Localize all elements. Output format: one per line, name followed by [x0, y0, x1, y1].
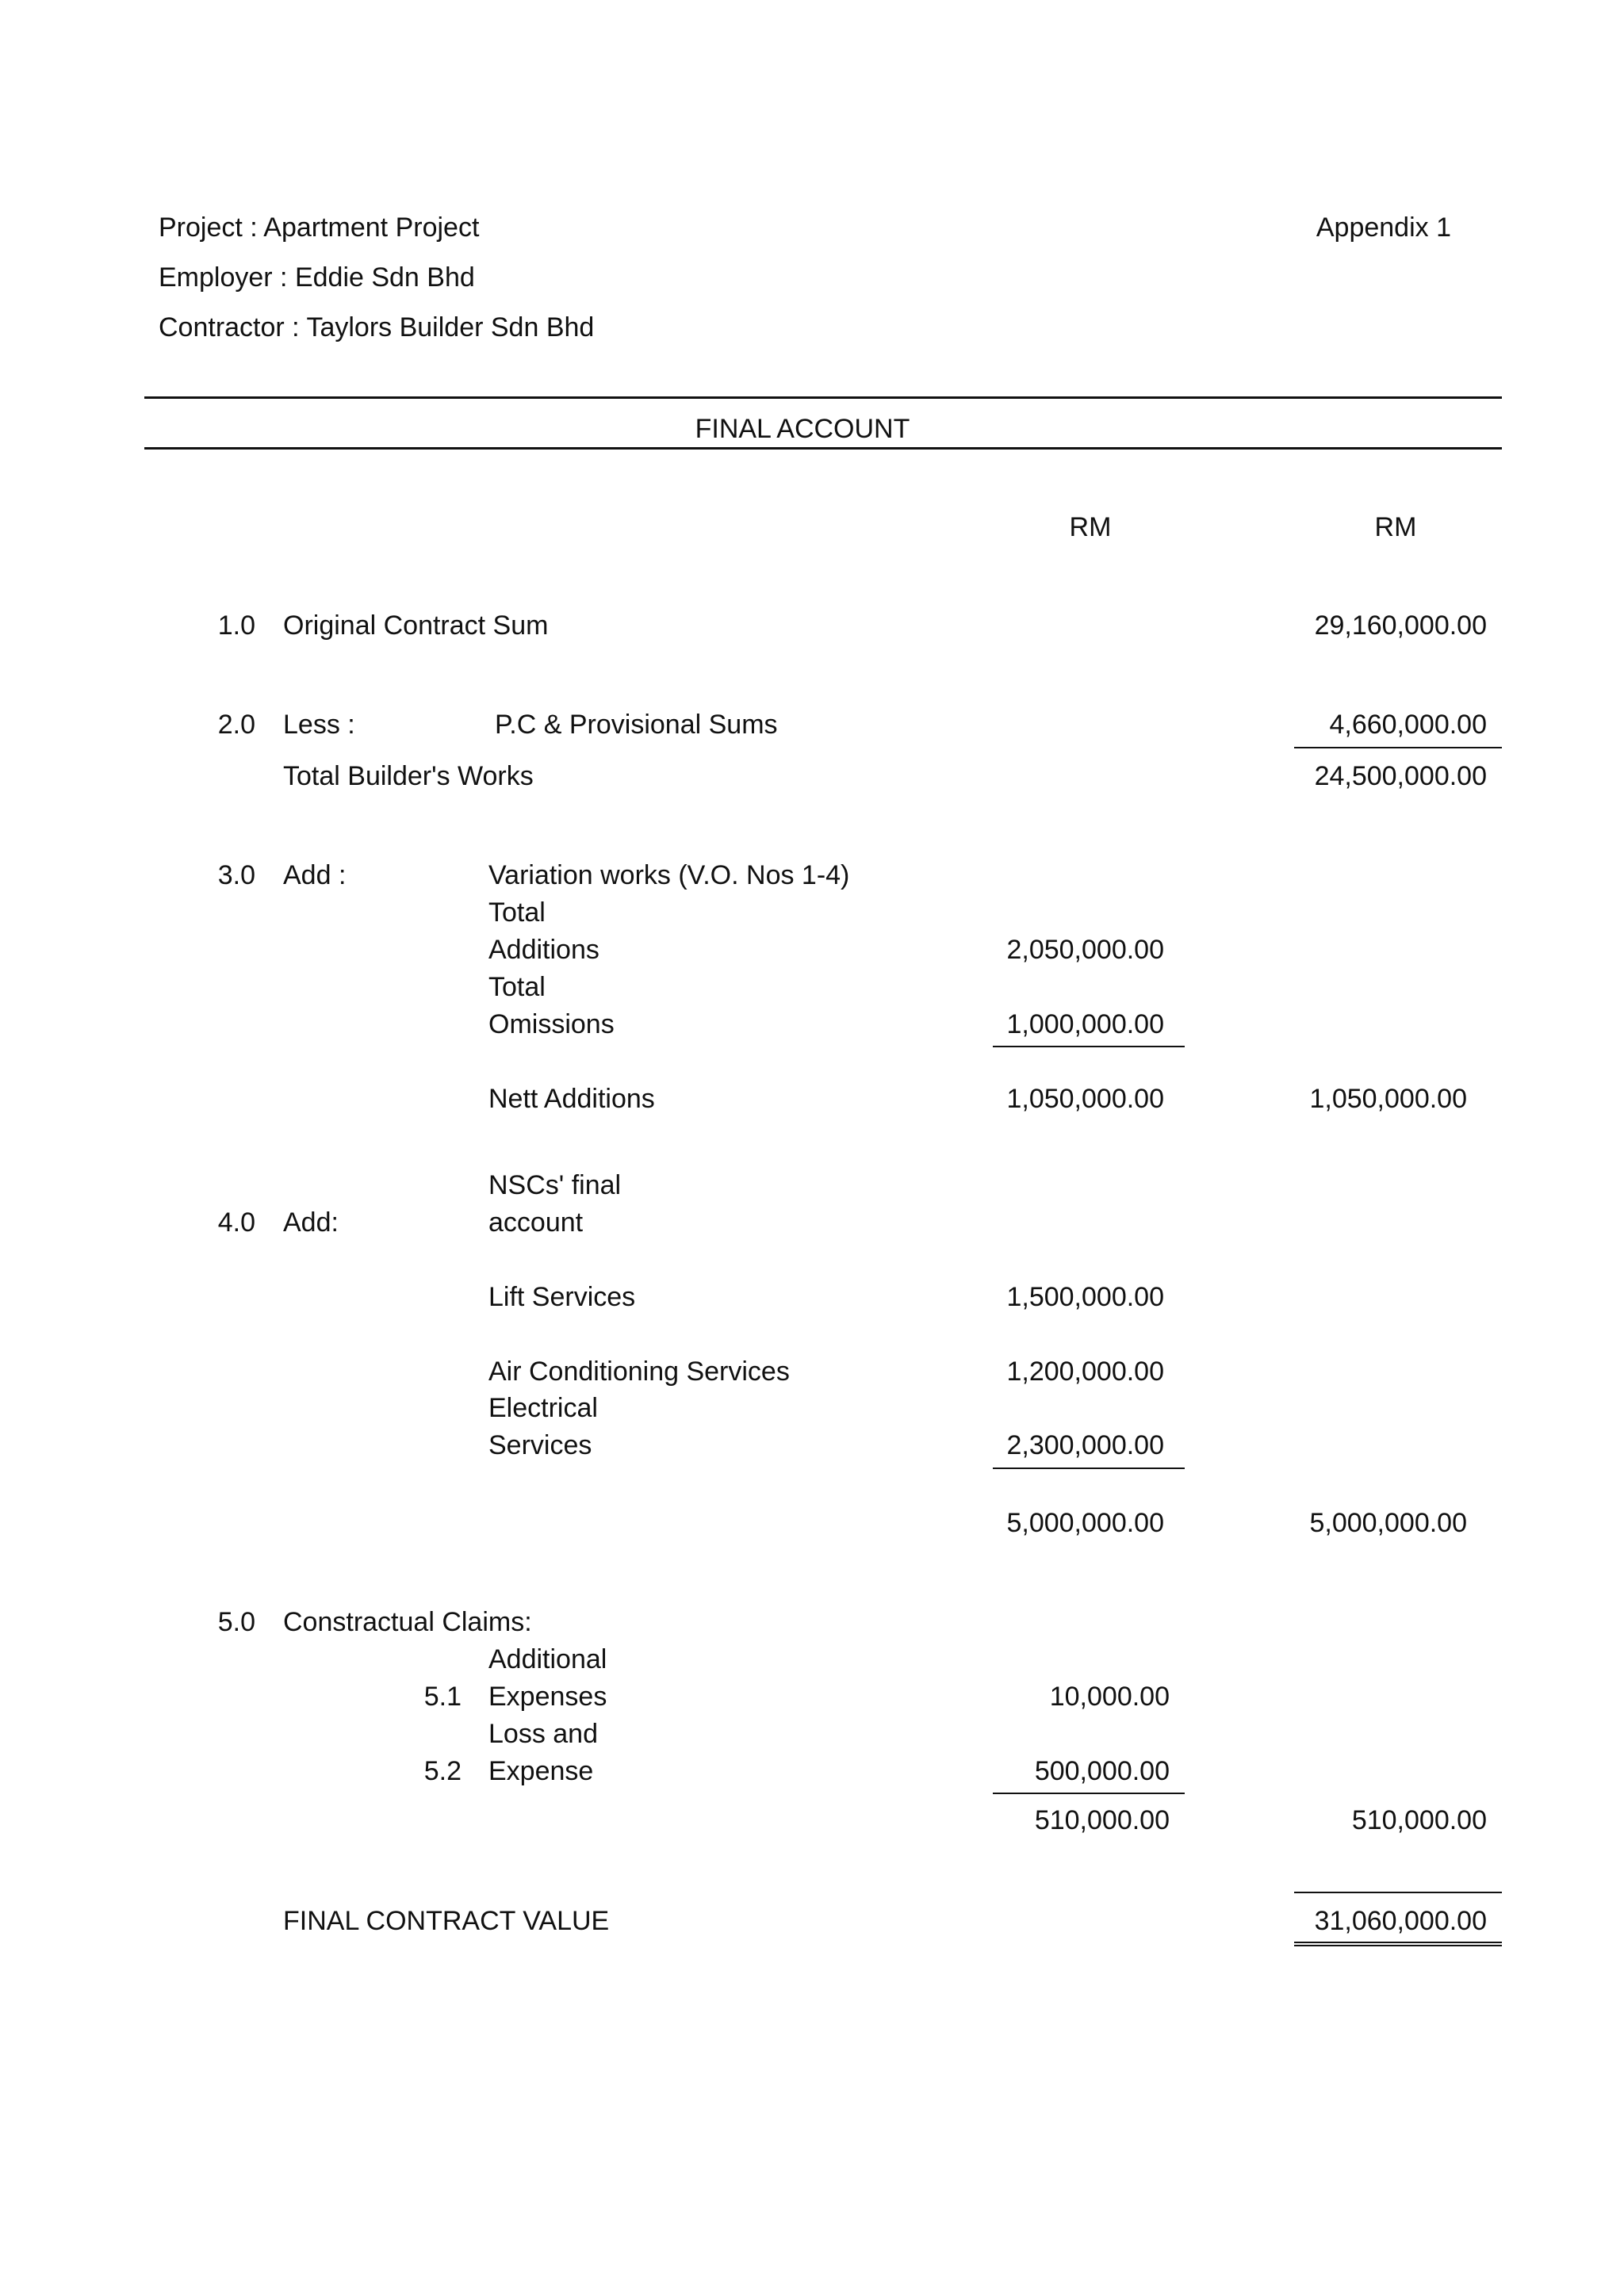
item-number: 5.1	[423, 1682, 462, 1712]
subtotal-rule	[993, 1468, 1185, 1469]
subtotal-rule	[993, 1793, 1185, 1794]
subtotal-label: Total Builder's Works	[283, 761, 534, 791]
line-label: Lift Services	[488, 1282, 636, 1312]
title-top-rule	[144, 396, 1502, 399]
line-label: Expenses	[488, 1682, 607, 1712]
total-omissions: 1,000,000.00	[1006, 1009, 1164, 1039]
contractor-line: Contractor : Taylors Builder Sdn Bhd	[159, 312, 595, 342]
section-description: NSCs' final	[488, 1170, 622, 1200]
electrical-services: 2,300,000.00	[1006, 1430, 1164, 1460]
section-label: Less :	[283, 710, 355, 740]
line-label: Loss and	[488, 1719, 598, 1749]
pc-provisional-sums: 4,660,000.00	[1329, 710, 1487, 740]
column-header-rm-2: RM	[1374, 512, 1417, 542]
line-label: Electrical	[488, 1393, 598, 1423]
line-label: Services	[488, 1430, 592, 1460]
line-label: Air Conditioning Services	[488, 1357, 790, 1387]
loss-and-expense: 500,000.00	[1034, 1756, 1170, 1786]
page-title: FINAL ACCOUNT	[695, 414, 910, 444]
final-label: FINAL CONTRACT VALUE	[283, 1906, 610, 1936]
line-label: Nett Additions	[488, 1084, 655, 1114]
nett-additions: 1,050,000.00	[1006, 1084, 1164, 1114]
appendix-label: Appendix 1	[1316, 212, 1451, 243]
subtotal-rule	[993, 1046, 1185, 1047]
section-label: Add:	[283, 1207, 339, 1238]
total-additions: 2,050,000.00	[1006, 935, 1164, 965]
section-label: Constractual Claims:	[283, 1607, 532, 1637]
nett-additions-total: 1,050,000.00	[1309, 1084, 1467, 1114]
air-conditioning-services: 1,200,000.00	[1006, 1357, 1164, 1387]
column-header-rm-1: RM	[1069, 512, 1112, 542]
section-number: 2.0	[217, 710, 255, 740]
subtotal-rule	[1294, 747, 1502, 748]
final-top-rule	[1294, 1892, 1502, 1893]
section-label: Original Contract Sum	[283, 610, 549, 641]
line-label: Additional	[488, 1644, 607, 1674]
nsc-total: 5,000,000.00	[1309, 1508, 1467, 1538]
line-label: Total	[488, 897, 546, 928]
section-number: 3.0	[217, 860, 255, 890]
nsc-subtotal: 5,000,000.00	[1006, 1508, 1164, 1538]
final-double-underline	[1294, 1942, 1502, 1946]
line-label: Expense	[488, 1756, 594, 1786]
employer-line: Employer : Eddie Sdn Bhd	[159, 262, 475, 293]
section-description: account	[488, 1207, 584, 1238]
section-description: P.C & Provisional Sums	[495, 710, 778, 740]
project-line: Project : Apartment Project	[159, 212, 480, 243]
original-contract-sum: 29,160,000.00	[1314, 610, 1487, 641]
title-bottom-rule	[144, 447, 1502, 450]
additional-expenses: 10,000.00	[1049, 1682, 1170, 1712]
lift-services: 1,500,000.00	[1006, 1282, 1164, 1312]
total-builders-works: 24,500,000.00	[1314, 761, 1487, 791]
section-number: 4.0	[217, 1207, 255, 1238]
section-number: 5.0	[217, 1607, 255, 1637]
line-label: Total	[488, 972, 546, 1002]
section-label: Add :	[283, 860, 347, 890]
claims-subtotal: 510,000.00	[1034, 1805, 1170, 1835]
section-number: 1.0	[217, 610, 255, 641]
section-description: Variation works (V.O. Nos 1-4)	[488, 860, 850, 890]
claims-total: 510,000.00	[1351, 1805, 1487, 1835]
final-contract-value: 31,060,000.00	[1314, 1906, 1487, 1936]
line-label: Additions	[488, 935, 599, 965]
item-number: 5.2	[423, 1756, 462, 1786]
line-label: Omissions	[488, 1009, 615, 1039]
